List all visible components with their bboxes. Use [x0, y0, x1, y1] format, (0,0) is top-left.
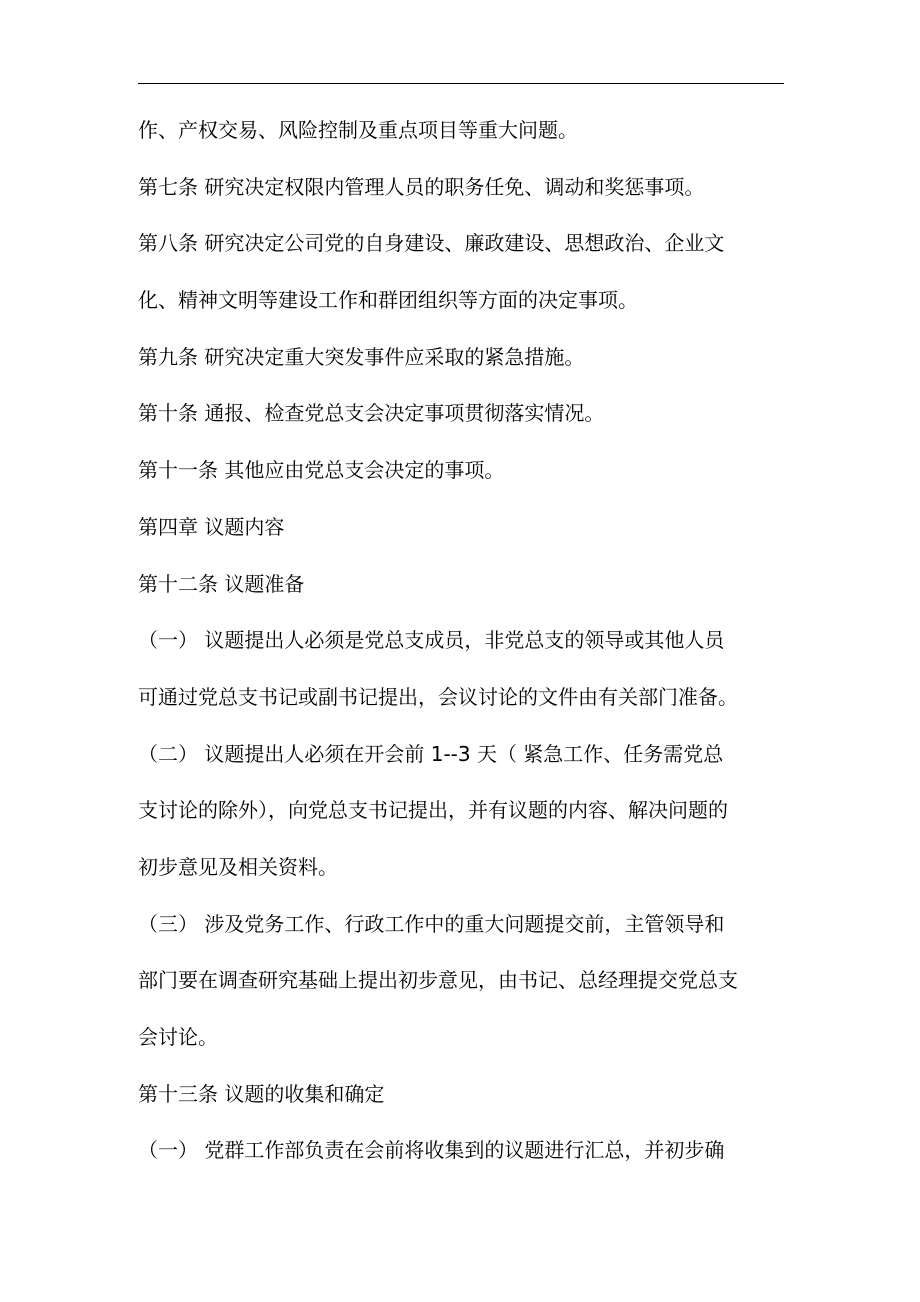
text-line: （二） 议题提出人必须在开会前 1--3 天（ 紧急工作、任务需党总 — [138, 741, 724, 766]
text-line: 作、产权交易、风险控制及重点项目等重大问题。 — [138, 118, 578, 142]
document-body — [138, 108, 788, 1185]
text-line: （一） 党群工作部负责在会前将收集到的议题进行汇总，并初步确 — [138, 1138, 725, 1163]
header-rule — [138, 83, 784, 84]
text-line: 第十一条 其他应由党总支会决定的事项。 — [138, 458, 505, 483]
text-line: 会讨论。 — [138, 1025, 218, 1049]
text-line: 可通过党总支书记或副书记提出，会议讨论的文件由有关部门准备。 — [138, 684, 738, 709]
text-line: （一） 议题提出人必须是党总支成员，非党总支的领导或其他人员 — [138, 628, 725, 653]
text-line: 第八条 研究决定公司党的自身建设、廉政建设、思想政治、企业文 — [138, 231, 725, 256]
article-heading: 第十三条 议题的收集和确定 — [138, 1081, 385, 1106]
text-line: （三） 涉及党务工作、行政工作中的重大问题提交前，主管领导和 — [138, 911, 725, 936]
text-line: 第七条 研究决定权限内管理人员的职务任免、调动和奖惩事项。 — [138, 174, 705, 199]
article-heading: 第十二条 议题准备 — [138, 571, 305, 596]
text-line: 第九条 研究决定重大突发事件应采取的紧急措施。 — [138, 344, 585, 369]
chapter-heading: 第四章 议题内容 — [138, 514, 285, 539]
text-line: 初步意见及相关资料。 — [138, 854, 338, 879]
text-line: 第十条 通报、检查党总支会决定事项贯彻落实情况。 — [138, 401, 605, 426]
text-line: 支讨论的除外），向党总支书记提出，并有议题的内容、解决问题的 — [138, 798, 728, 823]
text-line: 部门要在调查研究基础上提出初步意见，由书记、总经理提交党总支 — [138, 968, 738, 993]
text-line: 化、精神文明等建设工作和群团组织等方面的决定事项。 — [138, 288, 638, 313]
